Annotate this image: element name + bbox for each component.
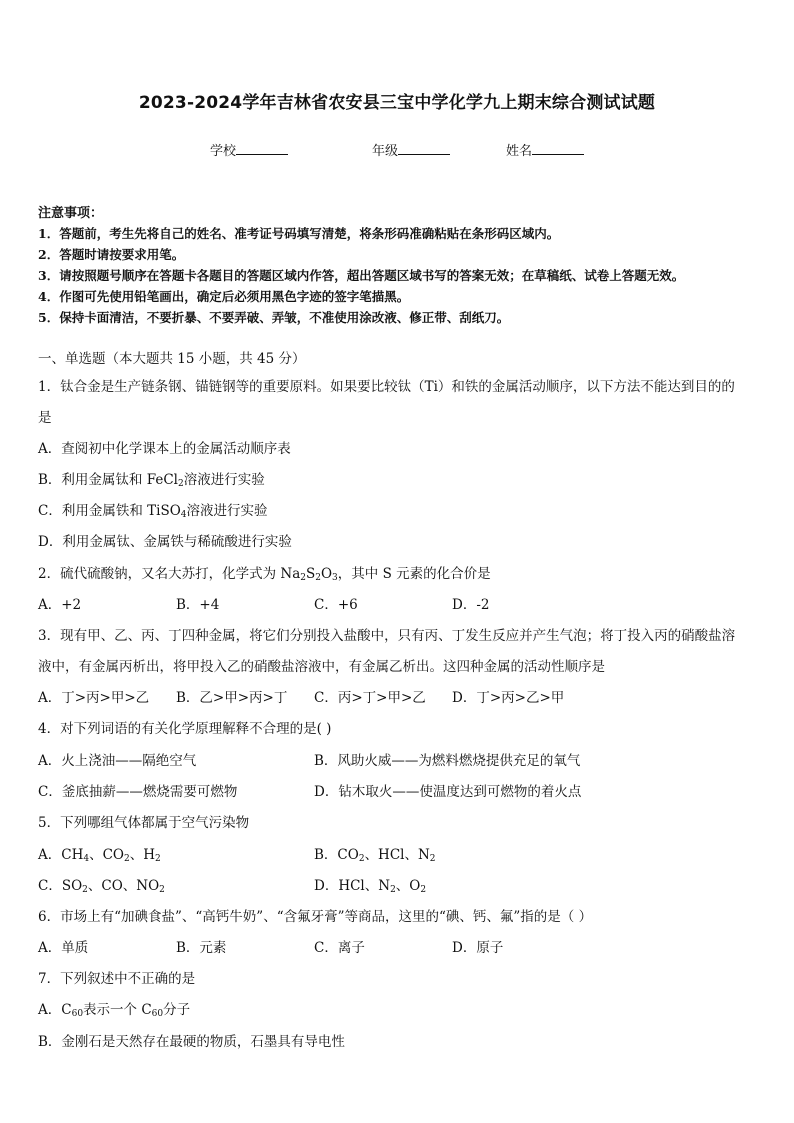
- subscript: 2: [390, 885, 396, 895]
- option-text: 溶液进行实验: [186, 503, 268, 519]
- question-1-stem: 1．钛合金是生产链条钢、锚链钢等的重要原料。如果要比较钛（Ti）和铁的金属活动顺序，以下方法不能达到目的的: [38, 379, 735, 395]
- option-text: D．HCl、N: [314, 878, 391, 894]
- question-6-stem: 6．市场上有“加碘食盐”、“高钙牛奶”、“含氟牙膏”等商品，这里的“碘、钙、氟”指的是（ ）: [38, 909, 593, 925]
- option-text: A．CH: [38, 847, 84, 863]
- question-3-option-a: A．丁>丙>甲>乙: [38, 690, 150, 706]
- question-4-stem: 4．对下列词语的有关化学原理解释不合理的是( ): [38, 721, 332, 737]
- subscript: 2: [82, 885, 88, 895]
- question-1-stem-cont: 是: [38, 410, 52, 426]
- question-1-option-a: A．查阅初中化学课本上的金属活动顺序表: [38, 441, 291, 457]
- question-7-option-b: B．金刚石是天然存在最硬的物质，石墨具有导电性: [38, 1034, 345, 1050]
- question-1-option-d: D．利用金属钛、金属铁与稀硫酸进行实验: [38, 534, 292, 550]
- question-2-option-a: A．+2: [38, 597, 82, 613]
- question-2-stem: [38, 562, 491, 582]
- question-1-option-b: [38, 468, 265, 488]
- stem-text: ，其中 S 元素的化合价是: [337, 566, 491, 582]
- subscript: 2: [300, 573, 306, 583]
- notice-heading: 注意事项：: [38, 206, 104, 221]
- subscript: 2: [420, 885, 427, 895]
- subscript: 4: [180, 510, 187, 520]
- subscript: 2: [177, 479, 184, 489]
- question-4-option-b: B．风助火威——为燃料燃烧提供充足的氧气: [314, 753, 581, 769]
- school-label: 学校: [210, 144, 237, 159]
- option-text: 溶液进行实验: [183, 472, 265, 488]
- subscript: 2: [429, 854, 436, 864]
- notice-item: 4．作图可先使用铅笔画出，确定后必须用黑色字迹的签字笔描黑。: [38, 289, 410, 304]
- question-7-option-a: [38, 998, 190, 1018]
- stem-text: O: [320, 566, 333, 582]
- question-7-stem: 7．下列叙述中不正确的是: [38, 971, 196, 987]
- grade-blank[interactable]: [398, 142, 450, 155]
- option-text: 、H: [129, 847, 156, 863]
- question-2-option-d: D．-2: [452, 597, 490, 613]
- school-field: [210, 140, 288, 159]
- question-5-option-d: [314, 874, 426, 894]
- grade-field: [372, 140, 450, 159]
- option-text: 分子: [163, 1002, 191, 1018]
- subscript: 2: [124, 854, 130, 864]
- grade-label: 年级: [372, 144, 399, 159]
- school-blank[interactable]: [236, 142, 288, 155]
- subscript: 3: [332, 573, 338, 583]
- question-3-option-c: C．丙>丁>甲>乙: [314, 690, 426, 706]
- question-1-option-c: [38, 499, 268, 519]
- question-4-option-d: D．钻木取火——使温度达到可燃物的着火点: [314, 784, 582, 800]
- notice-item: 3．请按照题号顺序在答题卡各题目的答题区域内作答，超出答题区域书写的答案无效；在草稿纸、试卷上答题无效。: [38, 268, 685, 283]
- question-3-stem-cont: 液中，有金属丙析出，将甲投入乙的硝酸盐溶液中，有金属乙析出。这四种金属的活动性顺序是: [38, 659, 605, 675]
- section-detail: （本大题共 15 小题，共 45 分）: [105, 351, 306, 367]
- option-text: B．CO: [314, 847, 359, 863]
- name-label: 姓名: [506, 144, 533, 159]
- subscript: 60: [71, 1009, 84, 1019]
- question-5-option-c: [38, 874, 165, 894]
- notice-item: 1．答题前，考生先将自己的姓名、准考证号码填写清楚，将条形码准确粘贴在条形码区域内。: [38, 226, 560, 241]
- option-text: C．利用金属铁和 TiSO: [38, 503, 181, 519]
- option-text: C．SO: [38, 878, 83, 894]
- subscript: 4: [83, 854, 90, 864]
- name-blank[interactable]: [532, 142, 584, 155]
- question-2-option-b: B．+4: [176, 597, 220, 613]
- question-3-option-d: D．丁>丙>乙>甲: [452, 690, 565, 706]
- subscript: 2: [155, 854, 161, 864]
- stem-text: 2．硫代硫酸钠，又名大苏打，化学式为 Na: [38, 566, 301, 582]
- option-text: 、O: [395, 878, 421, 894]
- question-6-option-a: A．单质: [38, 940, 89, 956]
- question-5-option-b: [314, 843, 436, 863]
- subscript: 2: [159, 885, 165, 895]
- question-6-option-d: D．原子: [452, 940, 504, 956]
- question-5-option-a: [38, 843, 161, 863]
- question-6-option-c: C．离子: [314, 940, 365, 956]
- section-label: 一、单选题: [38, 351, 106, 367]
- name-field: [506, 140, 584, 159]
- question-4-option-a: A．火上浇油——隔绝空气: [38, 753, 197, 769]
- option-text: A．C: [38, 1002, 72, 1018]
- subscript: 2: [358, 854, 365, 864]
- section-heading: [38, 347, 306, 367]
- stem-text: S: [305, 566, 316, 582]
- option-text: 表示一个 C: [83, 1002, 152, 1018]
- question-3-stem: 3．现有甲、乙、丙、丁四种金属，将它们分别投入盐酸中，只有丙、丁发生反应并产生气泡；将丁投入丙的硝酸盐溶: [38, 628, 736, 644]
- question-6-option-b: B．元素: [176, 940, 227, 956]
- page-title: 2023-2024学年吉林省农安县三宝中学化学九上期末综合测试试题: [138, 93, 656, 113]
- question-4-option-c: C．釜底抽薪——燃烧需要可燃物: [38, 784, 238, 800]
- subscript: 2: [315, 573, 321, 583]
- question-5-stem: 5．下列哪组气体都属于空气污染物: [38, 815, 250, 831]
- subscript: 60: [151, 1009, 164, 1019]
- option-text: 、CO、NO: [87, 878, 160, 894]
- question-2-option-c: C．+6: [314, 597, 358, 613]
- option-text: 、CO: [89, 847, 124, 863]
- notice-item: 5．保持卡面清洁，不要折暴、不要弄破、弄皱，不准使用涂改液、修正带、刮纸刀。: [38, 310, 510, 325]
- option-text: B．利用金属钛和 FeCl: [38, 472, 178, 488]
- notice-item: 2．答题时请按要求用笔。: [38, 247, 185, 262]
- option-text: 、HCl、N: [364, 847, 430, 863]
- question-3-option-b: B．乙>甲>丙>丁: [176, 690, 288, 706]
